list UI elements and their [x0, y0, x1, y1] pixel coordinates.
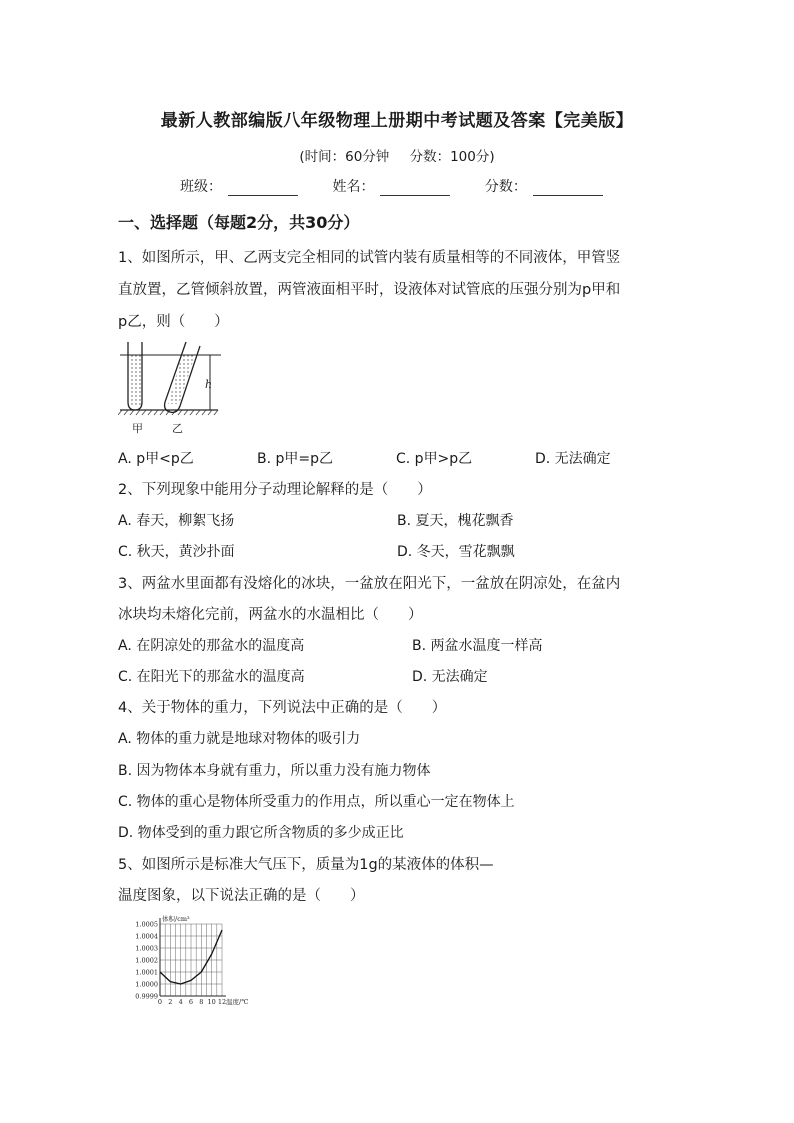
q1-option-c[interactable]: C. p甲>p乙 [396, 451, 473, 467]
q4-stem: 4、关于物体的重力，下列说法中正确的是（ ） [118, 700, 447, 716]
x-tick-label: 12 [217, 998, 227, 1006]
page-title: 最新人教部编版八年级物理上册期中考试题及答案【完美版】 [160, 111, 634, 131]
q2-option-c[interactable]: C. 秋天，黄沙扑面 [118, 544, 235, 560]
q2-option-a[interactable]: A. 春天，柳絮飞扬 [118, 513, 235, 529]
y-tick-label: 1.0003 [135, 944, 158, 953]
q1-test-tube-figure [118, 338, 228, 438]
x-tick-label: 4 [178, 998, 183, 1006]
q1-option-d[interactable]: D. 无法确定 [535, 451, 611, 467]
class-label: 班级： [180, 179, 222, 195]
q2-option-b[interactable]: B. 夏天，槐花飘香 [397, 513, 514, 529]
tube-yi-label: 乙 [172, 422, 183, 435]
q2-option-d[interactable]: D. 冬天，雪花飘飘 [397, 544, 515, 560]
section-heading: 一、选择题（每题2分，共30分） [118, 213, 360, 232]
q2-stem: 2、下列现象中能用分子动理论解释的是（ ） [118, 482, 432, 498]
q1-line-1: 1、如图所示，甲、乙两支完全相同的试管内装有质量相等的不同液体，甲管竖 [118, 250, 621, 266]
q3-line-1: 3、两盆水里面都有没熔化的冰块，一盆放在阳光下，一盆放在阴凉处，在盆内 [118, 576, 621, 592]
q3-option-d[interactable]: D. 无法确定 [412, 669, 488, 685]
q5-line-2: 温度图象，以下说法正确的是（ ） [118, 888, 365, 904]
q1-line-2: 直放置，乙管倾斜放置，两管液面相平时，设液体对试管底的压强分别为p甲和 [118, 282, 621, 298]
y-axis-label: 体积/cm³ [162, 915, 190, 923]
name-label: 姓名： [332, 179, 375, 195]
volume-temperature-chart [118, 912, 268, 1012]
x-tick-label: 8 [199, 998, 204, 1006]
time-score-line [0, 145, 794, 165]
q4-option-d[interactable]: D. 物体受到的重力跟它所含物质的多少成正比 [118, 825, 404, 841]
y-tick-label: 1.0000 [135, 980, 158, 989]
q3-option-b[interactable]: B. 两盆水温度一样高 [412, 638, 543, 654]
y-tick-label: 1.0005 [135, 920, 158, 929]
y-tick-label: 1.0002 [135, 956, 158, 965]
q4-option-c[interactable]: C. 物体的重心是物体所受重力的作用点，所以重心一定在物体上 [118, 794, 515, 810]
x-tick-label: 6 [188, 998, 194, 1006]
q1-option-b[interactable]: B. p甲=p乙 [257, 451, 334, 467]
q3-option-a[interactable]: A. 在阴凉处的那盆水的温度高 [118, 638, 305, 654]
student-info-line [180, 176, 633, 196]
x-tick-label: 2 [168, 998, 173, 1006]
class-blank[interactable] [228, 181, 298, 196]
q4-option-b[interactable]: B. 因为物体本身就有重力，所以重力没有施力物体 [118, 763, 431, 779]
y-tick-label: 1.0004 [135, 932, 158, 941]
score-label: 分数： [484, 179, 527, 195]
h-label: h [205, 378, 213, 391]
total-score-info: 分数：100分) [409, 149, 495, 165]
x-tick-label: 10 [207, 998, 216, 1006]
score-blank[interactable] [533, 181, 603, 196]
time-info: (时间：60分钟 [299, 149, 390, 165]
tube-jia-label: 甲 [132, 422, 143, 435]
q3-option-c[interactable]: C. 在阳光下的那盆水的温度高 [118, 669, 305, 685]
q1-option-a[interactable]: A. p甲<p乙 [118, 451, 194, 467]
x-tick-label: 0 [157, 998, 163, 1006]
q1-line-3: p乙，则（ ） [118, 314, 229, 330]
q4-option-a[interactable]: A. 物体的重力就是地球对物体的吸引力 [118, 731, 361, 747]
y-tick-label: 1.0001 [135, 968, 158, 977]
x-axis-label: 温度/℃ [226, 998, 249, 1006]
q5-line-1: 5、如图所示是标准大气压下，质量为1g的某液体的体积— [118, 857, 494, 873]
q3-line-2: 冰块均未熔化完前，两盆水的水温相比（ ） [118, 607, 423, 623]
name-blank[interactable] [380, 181, 450, 196]
y-tick-label: 0.9999 [135, 992, 158, 1001]
